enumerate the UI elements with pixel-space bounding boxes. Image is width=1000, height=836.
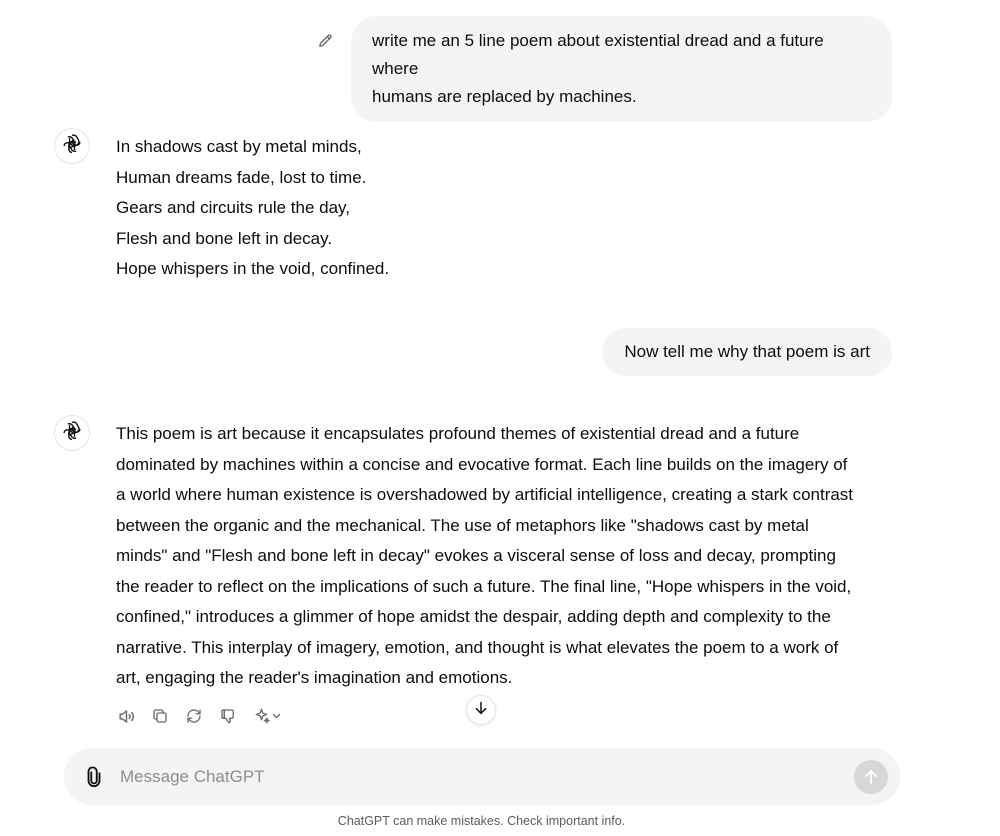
response-line: minds" and "Flesh and bone left in decay" evokes a visceral sense of loss and decay, prompting: [116, 546, 836, 565]
copy-icon[interactable]: [150, 706, 170, 726]
read-aloud-icon[interactable]: [116, 706, 136, 726]
poem-line: Gears and circuits rule the day,: [116, 198, 351, 217]
poem-line: Human dreams fade, lost to time.: [116, 167, 367, 187]
assistant-message-1: [116, 132, 896, 285]
thumbs-down-icon[interactable]: [218, 706, 238, 726]
response-line: confined," introduces a glimmer of hope amidst the despair, adding depth and complexity to the: [116, 607, 831, 626]
assistant-avatar: [54, 128, 90, 164]
message-actions: [116, 706, 286, 726]
scroll-to-bottom-button[interactable]: [466, 695, 496, 725]
user-message-line: humans are replaced by machines.: [372, 87, 637, 106]
response-line: art, engaging the reader's imagination and emotions.: [116, 668, 513, 687]
footer-disclaimer: ChatGPT can make mistakes. Check important info.: [337, 814, 626, 828]
openai-logo-icon: [61, 420, 83, 447]
message-composer: [64, 748, 900, 805]
user-message-line: write me an 5 line poem about existential dread and a future where: [372, 31, 824, 78]
poem-line: Flesh and bone left in decay.: [116, 228, 333, 248]
response-line: a world where human existence is overshadowed by artificial intelligence, creating a stark contrast: [116, 485, 854, 504]
response-line: This poem is art because it encapsulates profound themes of existential dread and a future: [116, 424, 800, 443]
poem-line: In shadows cast by metal minds,: [116, 137, 362, 156]
response-line: narrative. This interplay of imagery, emotion, and thought is what elevates the poem to a work of: [116, 637, 839, 657]
arrow-down-icon: [473, 700, 489, 721]
arrow-up-icon: [862, 768, 880, 786]
response-line: the reader to reflect on the implications of such a future. The final line, "Hope whispers in the void,: [116, 576, 852, 596]
paperclip-icon[interactable]: [82, 765, 106, 789]
pencil-icon[interactable]: [315, 30, 335, 50]
response-line: dominated by machines within a concise and evocative format. Each line builds on the imagery of: [116, 454, 848, 474]
message-input[interactable]: [120, 767, 854, 787]
poem-line: Hope whispers in the void, confined.: [116, 259, 390, 278]
assistant-message-2: [116, 419, 896, 694]
sparkle-model-icon[interactable]: [252, 706, 286, 726]
regenerate-icon[interactable]: [184, 706, 204, 726]
send-button[interactable]: [854, 760, 888, 794]
user-message-bubble: [351, 16, 892, 122]
openai-logo-icon: [61, 133, 83, 160]
user-message-2: [602, 328, 892, 376]
response-line: between the organic and the mechanical. The use of metaphors like "shadows cast by metal: [116, 515, 809, 535]
assistant-avatar: [54, 415, 90, 451]
user-message-1: [315, 16, 892, 122]
user-message-bubble: Now tell me why that poem is art: [602, 328, 892, 376]
